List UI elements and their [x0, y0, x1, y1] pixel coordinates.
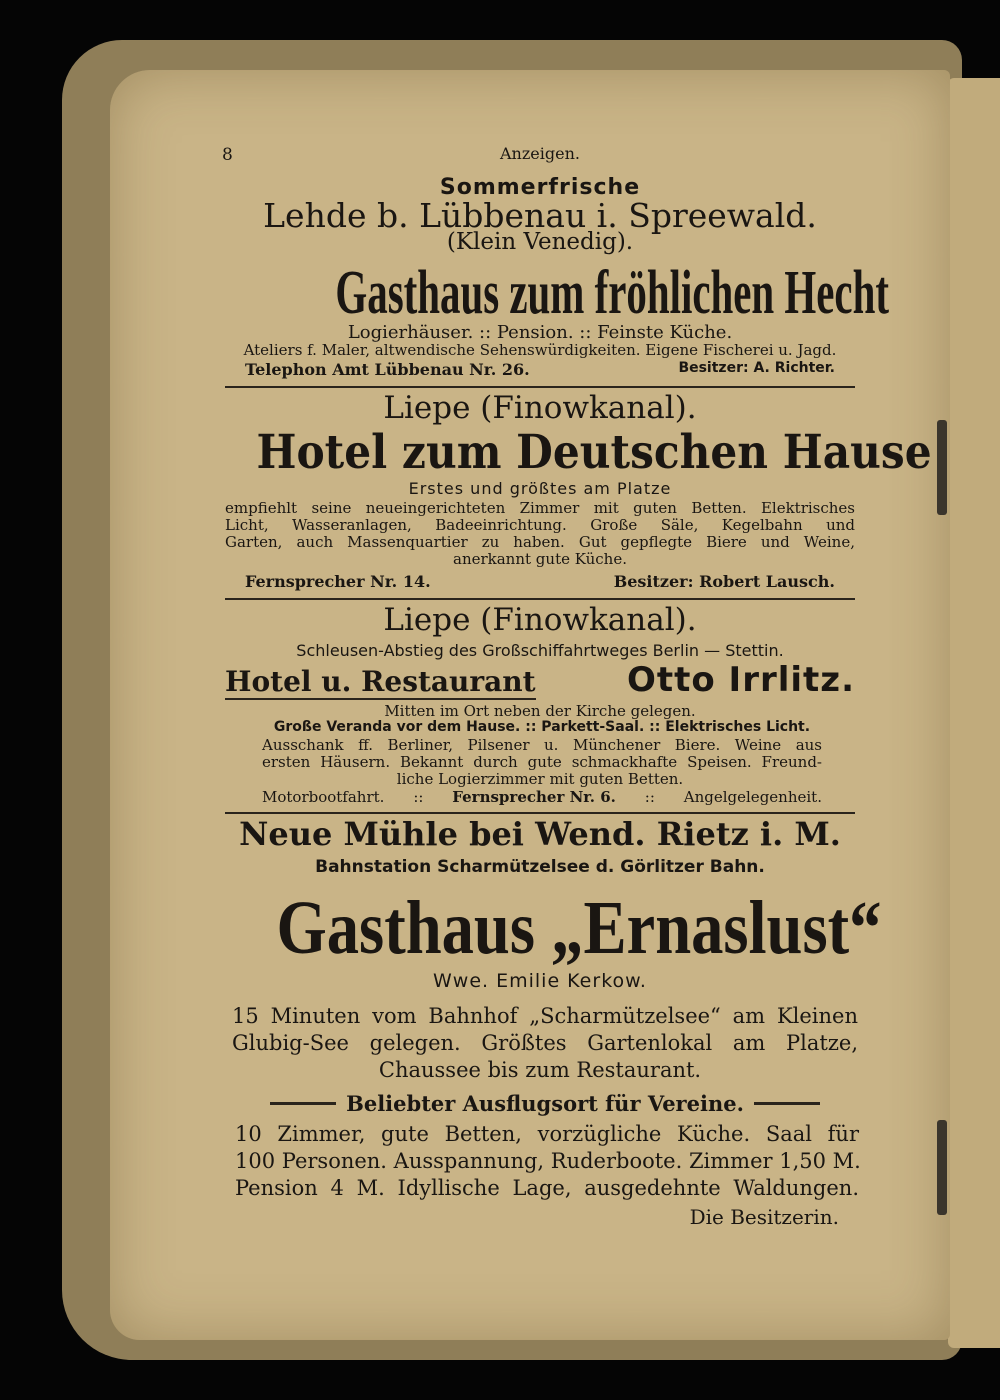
ad3-name	[225, 660, 855, 700]
ad4-signature: Die Besitzerin.	[689, 1205, 839, 1229]
ad4-body-line: 100 Personen. Ausspannung, Ruderboote. Zimmer 1,50 M.	[235, 1149, 861, 1173]
ad3-line5: liche Logierzimmer mit guten Betten.	[396, 770, 684, 788]
ad3-fishing: Angelgelegenheit.	[683, 788, 822, 806]
ad3-phone: Fernsprecher Nr. 6.	[452, 788, 616, 806]
ad1-footer	[225, 360, 855, 379]
dash-rule	[270, 1102, 336, 1105]
ad1-location: Lehde b. Lübbenau i. Spreewald.	[263, 196, 817, 235]
ad1-line2: Ateliers f. Maler, altwendische Sehenswürdigkeiten. Eigene Fischerei u. Jagd.	[243, 341, 837, 359]
ad2-location: Liepe (Finowkanal).	[383, 390, 697, 426]
ad3-subline: Schleusen-Abstieg des Großschiffahrtweges Berlin — Stettin.	[296, 641, 784, 660]
divider	[225, 598, 855, 600]
ad2-body-line: Garten, auch Massenquartier zu haben. Gut gepflegte Biere und Weine,	[225, 533, 855, 551]
ad4-body-line: Pension 4 M. Idyllische Lage, ausgedehnte Waldungen.	[235, 1176, 859, 1200]
ad3-name-left: Hotel u. Restaurant	[225, 665, 536, 698]
ad4-station: Bahnstation Scharmützelsee d. Görlitzer Bahn.	[315, 857, 765, 877]
ad4-body-line: Glubig-See gelegen. Größtes Gartenlokal am Platze,	[232, 1031, 858, 1055]
page-number: 8	[222, 145, 233, 165]
ad1-phone: Telephon Amt Lübbenau Nr. 26.	[245, 360, 530, 379]
ad3-sep: ::	[644, 788, 655, 806]
facing-page-edge	[948, 78, 1000, 1348]
ad4-owner-name: Wwe. Emilie Kerkow.	[433, 970, 647, 992]
ad3-name-right: Otto Irrlitz.	[626, 660, 855, 700]
page-clip	[937, 1120, 947, 1215]
ad3-location: Liepe (Finowkanal).	[383, 602, 697, 638]
ad4-body-line: Chaussee bis zum Restaurant.	[378, 1058, 702, 1082]
ad1-sublocation: (Klein Venedig).	[446, 229, 634, 255]
ad3-line1: Mitten im Ort neben der Kirche gelegen.	[384, 702, 696, 720]
ad3-sep: ::	[413, 788, 424, 806]
ad4-name: Gasthaus „Ernaslust“	[276, 886, 882, 970]
divider	[225, 812, 855, 814]
ad2-body-line: anerkannt gute Küche.	[453, 550, 627, 568]
ad4-highlight	[255, 1091, 835, 1116]
running-title: Anzeigen.	[500, 144, 580, 163]
ad4-highlight-text: Beliebter Ausflugsort für Vereine.	[346, 1091, 744, 1116]
ad3-line4: ersten Häusern. Bekannt durch gute schmackhafte Speisen. Freund-	[262, 753, 822, 771]
ad2-footer	[225, 572, 855, 591]
ad2-body-line: empfiehlt seine neueingerichteten Zimmer mit guten Betten. Elektrisches	[225, 499, 855, 517]
ad2-tagline: Erstes und größtes am Platze	[408, 479, 672, 498]
ad1-line1: Logierhäuser. :: Pension. :: Feinste Küche.	[347, 322, 733, 343]
divider	[225, 386, 855, 388]
ad2-phone: Fernsprecher Nr. 14.	[245, 572, 431, 591]
ad2-owner: Besitzer: Robert Lausch.	[613, 572, 835, 591]
ad4-location: Neue Mühle bei Wend. Rietz i. M.	[239, 815, 841, 853]
ad3-footer	[262, 788, 822, 806]
ad3-motorboat: Motorbootfahrt.	[262, 788, 385, 806]
page-clip	[937, 420, 947, 515]
ad2-name: Hotel zum Deutschen Hause	[256, 425, 932, 480]
ad3-line2: Große Veranda vor dem Hause. :: Parkett-Saal. :: Elektrisches Licht.	[273, 719, 811, 735]
ad4-body-line: 15 Minuten vom Bahnhof „Scharmützelsee“ am Kleinen	[232, 1004, 858, 1028]
ad1-owner: Besitzer: A. Richter.	[678, 360, 835, 376]
ad1-name: Gasthaus zum fröhlichen Hecht	[335, 259, 889, 327]
dash-rule	[754, 1102, 820, 1105]
ad3-line3: Ausschank ff. Berliner, Pilsener u. Münchener Biere. Weine aus	[262, 736, 822, 754]
ad4-body-line: 10 Zimmer, gute Betten, vorzügliche Küche. Saal für	[235, 1122, 859, 1146]
ad2-body-line: Licht, Wasseranlagen, Badeeinrichtung. Große Säle, Kegelbahn und	[225, 516, 855, 534]
ad1-kicker: Sommerfrische	[439, 175, 641, 200]
